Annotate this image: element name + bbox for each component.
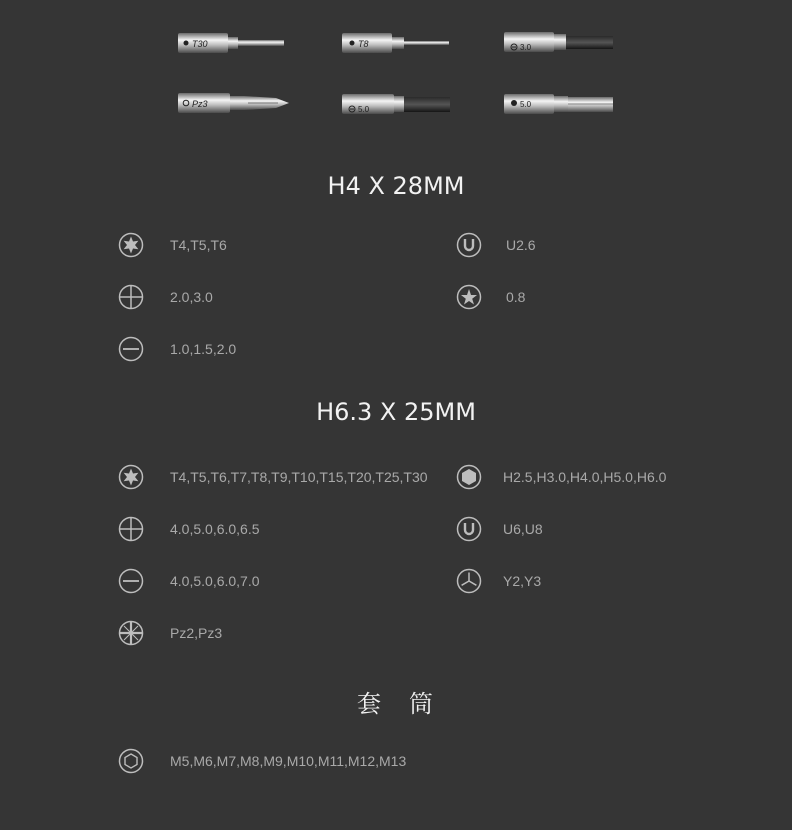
section-h63-title: H6.3 X 25MM [316, 398, 476, 426]
spec-row-phillips: 2.0,3.0 [118, 282, 213, 312]
phillips-icon [118, 284, 144, 310]
bit-slot-3 [504, 28, 614, 56]
tri-wing-icon [456, 568, 482, 594]
torx-icon [118, 464, 144, 490]
slotted-icon [118, 336, 144, 362]
svg-text:T8: T8 [358, 39, 369, 49]
spec-row-torx: T4,T5,T6 [118, 230, 227, 260]
svg-text:5.0: 5.0 [520, 100, 532, 109]
u-type-icon [456, 232, 482, 258]
phillips-icon [118, 516, 144, 542]
spec-row-torx: T4,T5,T6,T7,T8,T9,T10,T15,T20,T25,T30 [118, 462, 428, 492]
spec-row-pozidriv: Pz2,Pz3 [118, 618, 222, 648]
section-h4-title: H4 X 28MM [327, 172, 465, 200]
pentalobe-icon [456, 284, 482, 310]
bit-hex-5 [504, 90, 614, 118]
bit-slot-5 [342, 90, 452, 118]
torx-icon [118, 232, 144, 258]
bit-pz3 [178, 90, 290, 116]
spec-row-hex: H2.5,H3.0,H4.0,H5.0,H6.0 [456, 462, 666, 492]
spec-row-slotted: 4.0,5.0,6.0,7.0 [118, 566, 260, 596]
bit-t30 [178, 30, 286, 56]
svg-text:T30: T30 [192, 39, 208, 49]
spec-row-tri-wing: Y2,Y3 [456, 566, 541, 596]
spec-row-slotted: 1.0,1.5,2.0 [118, 334, 236, 364]
slotted-icon [118, 568, 144, 594]
section-socket-title: 套 筒 [357, 690, 435, 718]
spec-row-phillips: 4.0,5.0,6.0,6.5 [118, 514, 260, 544]
hex-icon [456, 464, 482, 490]
pozidriv-icon [118, 620, 144, 646]
bit-t8 [342, 30, 450, 56]
socket-icon [118, 748, 144, 774]
svg-text:5.0: 5.0 [358, 105, 370, 114]
spec-row-socket: M5,M6,M7,M8,M9,M10,M11,M12,M13 [118, 746, 406, 776]
svg-text:Pz3: Pz3 [192, 99, 208, 109]
spec-row-pentalobe: 0.8 [456, 282, 525, 312]
svg-text:3.0: 3.0 [520, 43, 532, 52]
spec-row-u: U6,U8 [456, 514, 543, 544]
u-type-icon [456, 516, 482, 542]
spec-row-u: U2.6 [456, 230, 536, 260]
